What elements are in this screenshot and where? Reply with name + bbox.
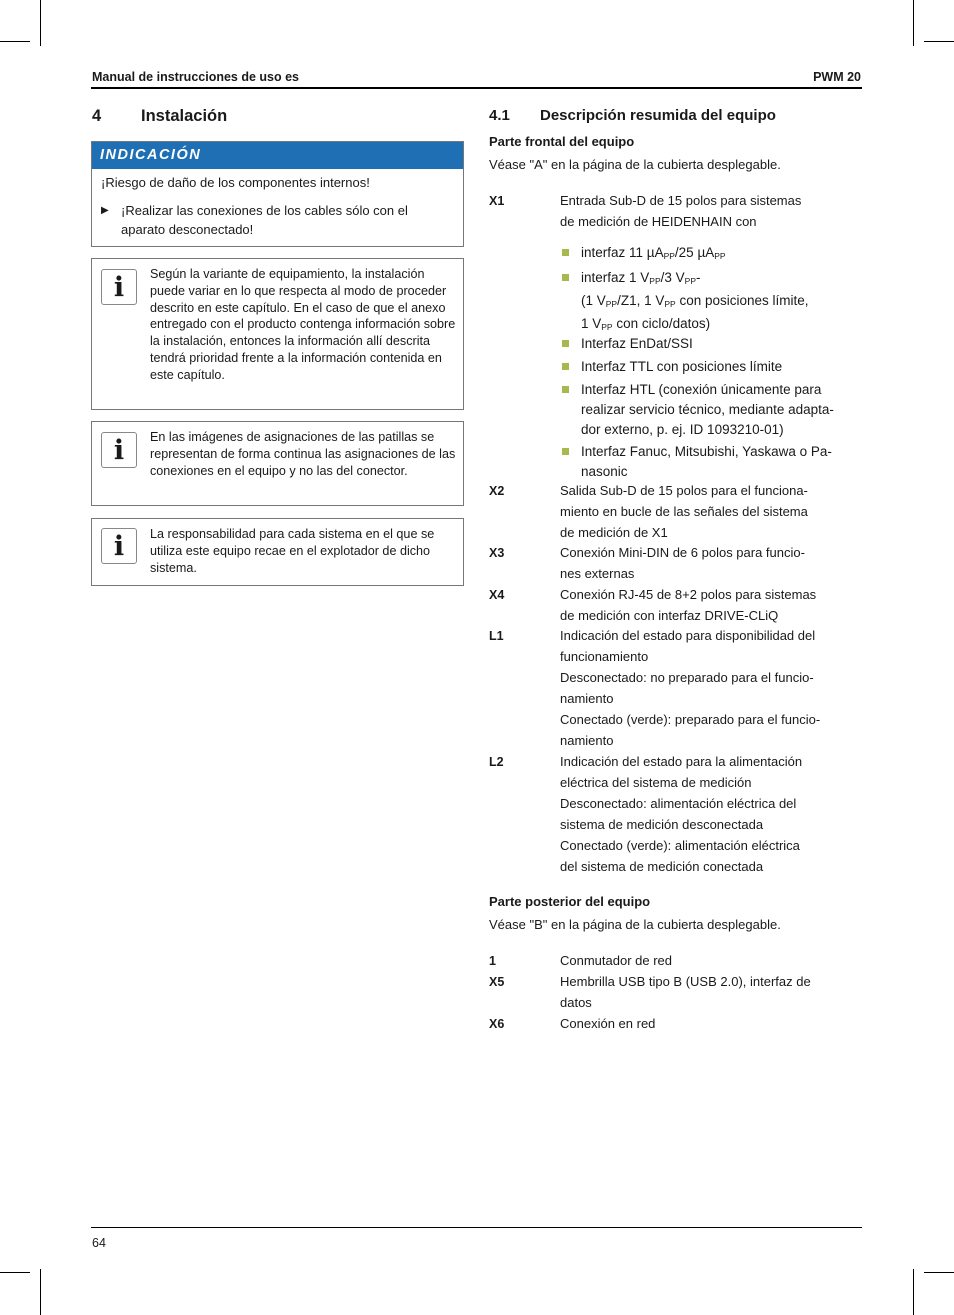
text-run: -: [696, 270, 701, 285]
rear-item-description: [560, 971, 860, 1013]
notice-label: INDICACIÓN: [92, 142, 463, 169]
rear-intro: Véase "B" en la página de la cubierta desplegable.: [489, 917, 781, 932]
interface-bullet: [560, 442, 860, 482]
subscript: PP: [663, 251, 675, 261]
front-heading: Parte frontal del equipo: [489, 134, 635, 149]
text-line: eléctrica del sistema de medición: [560, 775, 752, 790]
header-rule: [91, 87, 862, 89]
header-title: Manual de instrucciones de uso es: [92, 70, 300, 84]
text-line: de medición de X1: [560, 525, 668, 540]
led-description: [560, 751, 860, 877]
interface-bullet: [560, 357, 860, 377]
text-line: del sistema de medición conectada: [560, 859, 764, 874]
text-run: 1 V: [581, 316, 602, 331]
header-product: PWM 20: [813, 70, 861, 84]
text-line: nes externas: [560, 566, 635, 581]
connector-label: X1: [489, 194, 505, 208]
crop-mark: [924, 1272, 954, 1273]
info-icon: i: [101, 269, 137, 305]
info-note-text: La responsabilidad para cada sistema en el que se utiliza este equipo recae en el explotador de dicho sistema.: [150, 527, 435, 575]
text-run: interfaz 11 µA: [581, 245, 664, 260]
text-line: Desconectado: no preparado para el funcio-: [560, 670, 814, 685]
page-number: 64: [92, 1236, 106, 1250]
led-description: [560, 625, 860, 751]
crop-mark: [40, 0, 41, 46]
text-run: /3 V: [660, 270, 685, 285]
connector-description: [560, 190, 860, 232]
footer-rule: [91, 1227, 862, 1228]
subscript: PP: [684, 276, 696, 286]
info-icon: i: [101, 432, 137, 468]
text-line: Conexión Mini-DIN de 6 polos para funcio-: [560, 545, 805, 560]
connector-description: [560, 480, 860, 543]
crop-mark: [913, 1269, 914, 1315]
triangle-right-icon: ▶: [101, 205, 109, 216]
connector-label: X4: [489, 588, 505, 602]
square-bullet-icon: [562, 363, 569, 370]
square-bullet-icon: [562, 386, 569, 393]
text-line: Indicación del estado para disponibilidad del: [560, 628, 816, 643]
info-note: [91, 421, 464, 506]
text-line: nasonic: [581, 464, 628, 479]
interface-bullet: [560, 334, 860, 354]
connector-description: [560, 584, 860, 626]
info-icon: i: [101, 528, 137, 564]
notice-box: [91, 141, 464, 247]
subsection-number: 4.1: [489, 107, 510, 124]
subscript: PP: [605, 299, 618, 309]
text-line: dor externo, p. ej. ID 1093210-01): [581, 422, 784, 437]
crop-mark: [913, 0, 914, 46]
text-line: Desconectado: alimentación eléctrica del: [560, 796, 797, 811]
text-line: Interfaz HTL (conexión únicamente para: [581, 382, 822, 397]
subscript: PP: [601, 322, 613, 332]
front-intro: Véase "A" en la página de la cubierta desplegable.: [489, 157, 781, 172]
info-note-text: Según la variante de equipamiento, la instalación puede variar en lo que respecta al modo de proceder descrito en este capítulo. En el caso de que el anexo entregado con el producto contenga información sobre la instalación, entonces la información allí descrita tendrá prioridad frente a la información contenida en este capítulo.: [150, 267, 456, 382]
subsection-heading: [489, 107, 776, 124]
text-line: Interfaz Fanuc, Mitsubishi, Yaskawa o Pa-: [581, 444, 832, 459]
crop-mark: [0, 41, 30, 42]
connector-description: [560, 542, 860, 584]
interface-bullet: [560, 380, 860, 440]
text-line: Indicación del estado para la alimentación: [560, 754, 803, 769]
text-run: /Z1, 1 V: [617, 293, 665, 308]
square-bullet-icon: [562, 448, 569, 455]
text-run: (1 V: [581, 293, 606, 308]
bullet-text: Interfaz TTL con posiciones límite: [581, 359, 783, 374]
interface-bullet: [560, 243, 860, 266]
rear-heading: Parte posterior del equipo: [489, 894, 651, 909]
notice-warning: ¡Riesgo de daño de los componentes internos!: [101, 175, 370, 190]
rear-item-description: [560, 950, 860, 971]
text-line: funcionamiento: [560, 649, 649, 664]
square-bullet-icon: [562, 249, 569, 256]
text-line: de medición de HEIDENHAIN con: [560, 214, 757, 229]
text-line: miento en bucle de las señales del sistema: [560, 504, 808, 519]
subscript: PP: [649, 276, 661, 286]
text-run: con posiciones límite,: [675, 293, 809, 308]
bullet-text: Interfaz EnDat/SSI: [581, 336, 693, 351]
connector-label: X3: [489, 546, 505, 560]
rear-item-label: 1: [489, 954, 496, 968]
rear-item-description: [560, 1013, 860, 1034]
led-label: L2: [489, 755, 504, 769]
section-number: 4: [92, 107, 102, 125]
crop-mark: [0, 1272, 30, 1273]
text-line: Conectado (verde): alimentación eléctrica: [560, 838, 800, 853]
text-line: Salida Sub-D de 15 polos para el funciona-: [560, 483, 808, 498]
subsection-title: Descripción resumida del equipo: [540, 107, 776, 124]
text-run: con ciclo/datos): [612, 316, 711, 331]
section-title: Instalación: [141, 107, 228, 125]
section-heading: [92, 107, 227, 126]
notice-step: [101, 201, 451, 239]
rear-item-label: X5: [489, 975, 505, 989]
square-bullet-icon: [562, 340, 569, 347]
notice-step-text: ¡Realizar las conexiones de los cables sólo con el aparato desconectado!: [121, 203, 408, 237]
text-line: datos: [560, 995, 592, 1010]
text-line: sistema de medición desconectada: [560, 817, 764, 832]
led-label: L1: [489, 629, 504, 643]
text-line: Conmutador de red: [560, 953, 673, 968]
text-line: Entrada Sub-D de 15 polos para sistemas: [560, 193, 802, 208]
text-run: interfaz 1 V: [581, 270, 650, 285]
subscript: PP: [714, 251, 726, 261]
text-line: Conectado (verde): preparado para el funcio-: [560, 712, 821, 727]
text-run: /25 µA: [674, 245, 715, 260]
connector-label: X2: [489, 484, 505, 498]
crop-mark: [924, 41, 954, 42]
text-line: Conexión en red: [560, 1016, 656, 1031]
interface-bullet: [560, 268, 860, 337]
text-line: realizar servicio técnico, mediante adapta-: [581, 402, 834, 417]
text-line: de medición con interfaz DRIVE-CLiQ: [560, 608, 779, 623]
subscript: PP: [664, 299, 676, 309]
info-note: [91, 518, 464, 586]
info-note: [91, 258, 464, 410]
square-bullet-icon: [562, 274, 569, 281]
text-line: namiento: [560, 733, 614, 748]
rear-item-label: X6: [489, 1017, 505, 1031]
text-line: Conexión RJ-45 de 8+2 polos para sistemas: [560, 587, 817, 602]
info-note-text: En las imágenes de asignaciones de las patillas se representan de forma continua las asignaciones de las conexiones en el equipo y no las del conector.: [150, 430, 456, 478]
text-line: Hembrilla USB tipo B (USB 2.0), interfaz de: [560, 974, 811, 989]
text-line: namiento: [560, 691, 614, 706]
crop-mark: [40, 1269, 41, 1315]
